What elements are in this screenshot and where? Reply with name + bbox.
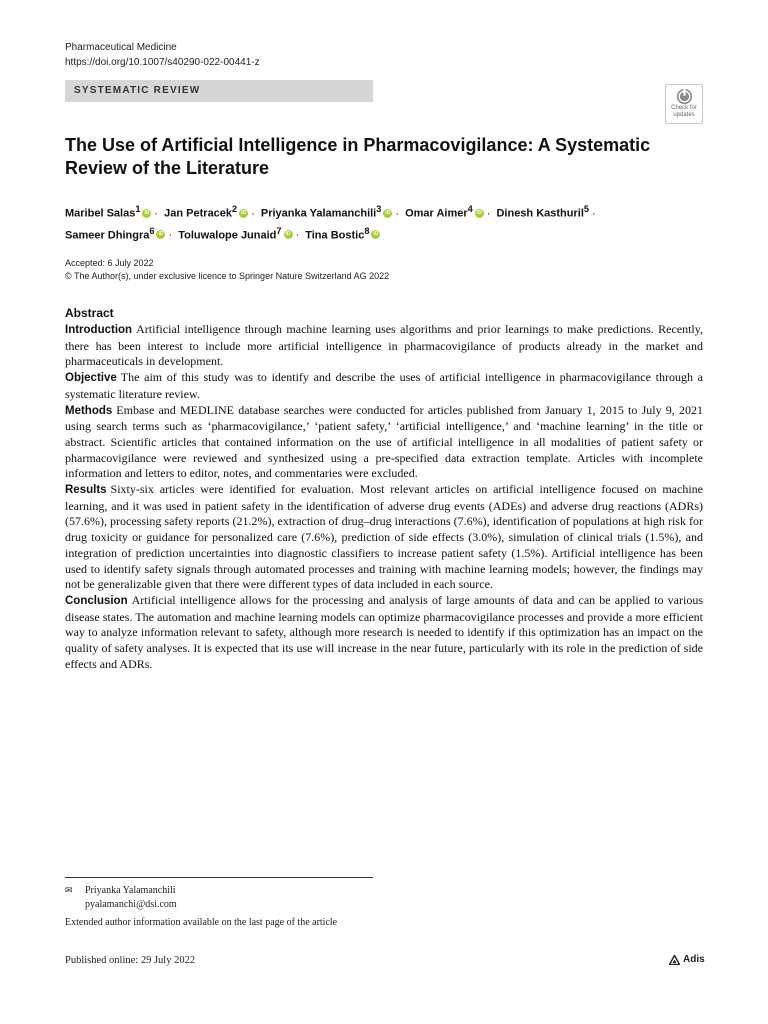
affiliation-number: 8 [364,225,370,236]
check-for-updates-seal-icon [676,88,693,105]
corresponding-author-name: Priyanka Yalamanchili [85,885,176,896]
author-name[interactable]: Omar Aimer [405,207,468,220]
author-separator: · [395,207,400,220]
orcid-icon[interactable] [142,209,151,218]
section-text: Sixty-six articles were identified for evaluation. Most relevant articles on artificial intelligence focused on machine learning, and it was used in patient safety in the identification of adverse drug events (ADEs) and adverse drug reactions (ADRs) (57.6%), processing safety reports (21.2%), extraction of drug–drug interactions (7.6%), identification of populations at high risk for drug toxicity or guidance for personalized care (7.6%), prediction of side effects (3.0%), simulation of clinical trials (1.5%), and integration of prediction uncertainties into diagnostic classifiers to increase patient safety (1.5%). Artificial intelligence has been used to identify safety signals through automated processes and training with machine learning models; however, the findings may not be generalizable given that there were different types of data included in each source. [65,482,703,592]
article-type-banner: SYSTEMATIC REVIEW [65,80,373,102]
publisher-logo [669,954,705,965]
section-text: Embase and MEDLINE database searches were conducted for articles published from January 1, 2015 to July 9, 2021 using search terms such as ‘pharmacovigilance,’ ‘patient safety,’ ‘artificial intelligence,’ and ‘machine learning’ in the title or abstract. Scientific articles that contained information on the use of artificial intelligence in all modalities of patient safety or pharmacovigilance were reviewed and synthesized using a pre-specified data extraction template. Articles with incomplete information and letters to editor, notes, and commentaries were excluded. [65,402,703,481]
doi-link[interactable]: https://doi.org/10.1007/s40290-022-00441-z [65,57,260,68]
section-text: Artificial intelligence through machine learning uses algorithms and prior learnings to make predictions. Recently, there has been interest to include more artificial intelligence in pharmacovigilance of products already in the market and pharmaceuticals in development. [65,322,703,369]
affiliation-number: 7 [276,225,282,236]
section-label: Methods [65,404,113,417]
author-name[interactable]: Priyanka Yalamanchili [260,207,377,220]
author-separator: · [168,229,173,242]
affiliation-number: 3 [376,204,382,214]
author-name[interactable]: Sameer Dhingra [65,229,150,242]
affiliation-number: 4 [467,204,473,214]
affiliation-number: 2 [232,204,238,214]
abstract-conclusion [65,593,703,673]
journal-header [65,40,260,70]
abstract-body [65,322,703,672]
orcid-icon[interactable] [156,230,165,239]
author-name[interactable]: Jan Petracek [164,207,233,220]
accepted-date: Accepted: 6 July 2022 [65,258,154,268]
section-label: Results [65,484,107,497]
orcid-icon[interactable] [383,209,392,218]
section-label: Objective [65,372,117,385]
adis-triangle-icon [669,955,680,965]
orcid-icon[interactable] [475,209,484,218]
section-label: Conclusion [65,594,128,607]
corresponding-author [65,884,177,911]
section-text: Artificial intelligence allows for the processing and analysis of large amounts of data and can be applied to various disease states. The automation and machine learning models can optimize pharmacovigilance processes and provide a more efficient way to analyze information relevant to safety, although more research is needed to identify if this optimization has an impact on the quality of safety analyses. It is expected that its use will increase in the near future, particularly with its role in the prediction of side effects and ADRs. [65,592,703,671]
affiliation-number: 6 [149,225,155,236]
section-label: Introduction [65,324,133,336]
corresponding-author-email[interactable]: pyalamanchi@dsi.com [85,899,177,910]
envelope-icon: ✉ [65,886,73,896]
author-separator: · [486,207,491,220]
publisher-name: Adis [683,954,705,965]
affiliation-number: 1 [135,204,141,214]
author-separator: · [251,207,255,220]
copyright-line: © The Author(s), under exclusive licence to Springer Nature Switzerland AG 2022 [65,271,390,281]
journal-name: Pharmaceutical Medicine [65,42,177,53]
author-separator: · [154,207,159,220]
abstract-heading: Abstract [65,306,114,320]
author-separator: · [295,229,300,242]
article-title: The Use of Artificial Intelligence in Pharmacovigilance: A Systematic Review of the Literature [65,135,651,178]
orcid-icon[interactable] [239,209,248,218]
published-date: Published online: 29 July 2022 [65,955,196,966]
check-for-updates-badge[interactable] [665,84,703,124]
author-name[interactable]: Dinesh Kasthuril [496,207,584,220]
extended-author-info: Extended author information available on the last page of the article [65,917,338,928]
author-name[interactable]: Tina Bostic [305,229,365,242]
footnote-divider [65,877,373,878]
author-name[interactable]: Toluwalope Junaid [178,229,277,242]
author-separator: · [591,207,596,220]
orcid-icon[interactable] [371,230,380,239]
abstract-methods [65,403,703,483]
abstract-results [65,482,703,593]
check-for-updates-label: Check for [671,105,697,111]
affiliation-number: 5 [583,204,589,214]
abstract-introduction [65,322,703,370]
abstract-objective [65,370,703,402]
orcid-icon[interactable] [284,230,293,239]
check-for-updates-label-2: updates [673,111,695,118]
section-text: The aim of this study was to identify and describe the uses of artificial intelligence in pharmacovigilance through a systematic literature review. [65,370,703,401]
author-list [65,201,685,244]
article-dates [65,257,389,283]
author-name[interactable]: Maribel Salas [65,207,136,220]
